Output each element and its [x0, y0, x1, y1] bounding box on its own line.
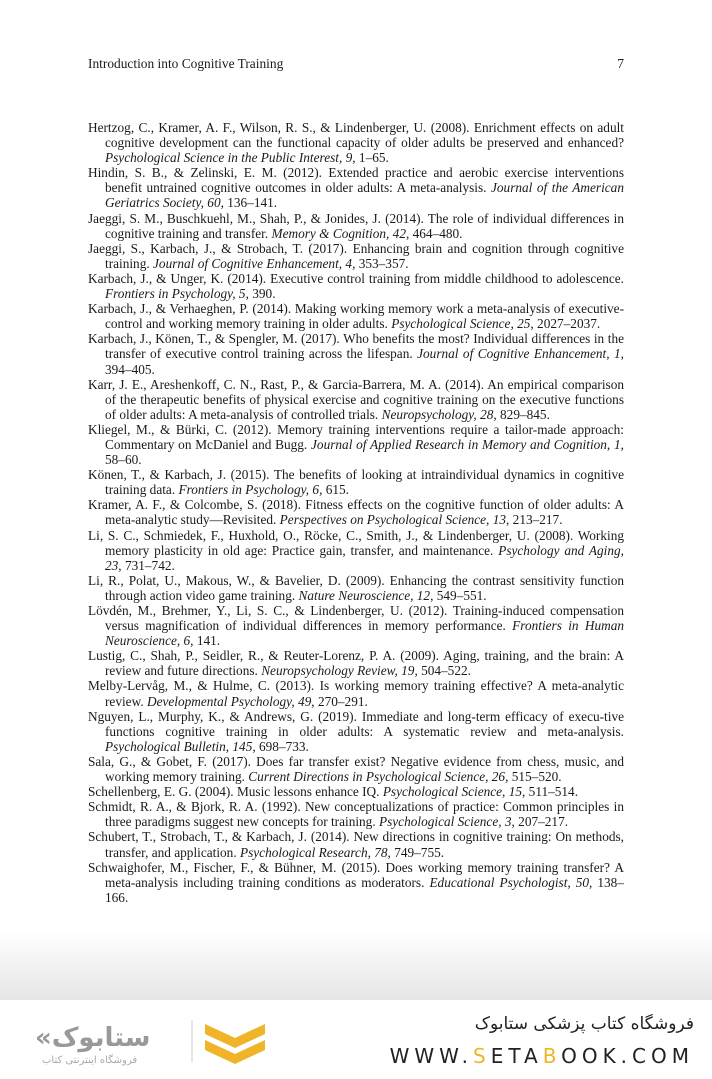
reference-text: Schmidt, R. A., & Bjork, R. A. (1992). New conceptualizations of practice: Common principles in three paradigms suggest new concepts for training.: [88, 799, 624, 830]
reference-text: Li, S. C., Schmiedek, F., Huxhold, O., Röcke, C., Smith, J., & Lindenberger, U. (2008). Working memory plasticity in old age: Practice gain, transfer, and maintenance.: [88, 527, 624, 558]
reference-entry: [88, 422, 624, 467]
page-number: 7: [617, 56, 624, 71]
reference-source: Nature Neuroscience, 12: [298, 587, 431, 603]
reference-source: Perspectives on Psychological Science, 13: [279, 512, 507, 528]
reference-entry: [88, 377, 624, 422]
reference-entry: [88, 331, 624, 376]
reference-pages: , 749–755.: [387, 844, 445, 860]
reference-entry: [88, 211, 624, 241]
reference-source: Psychological Research, 78: [239, 844, 388, 860]
reference-text: Lövdén, M., Brehmer, Y., Li, S. C., & Lindenberger, U. (2012). Training-induced compensation versus magnification of individual differences in memory performance.: [88, 603, 624, 634]
reference-entry: [88, 120, 624, 165]
reference-entry: [88, 497, 624, 527]
reference-pages: , 2027–2037.: [530, 316, 601, 332]
svg-text:فروشگاه اینترنتی کتاب: فروشگاه اینترنتی کتاب: [42, 1055, 138, 1066]
reference-pages: , 464–480.: [405, 225, 463, 241]
reference-text: Hertzog, C., Kramer, A. F., Wilson, R. S., & Lindenberger, U. (2008). Enrichment effects on adult cognitive development can the functional capacity of older adults be preserved and enhanced?: [88, 120, 624, 151]
publisher-footer-banner: [0, 1000, 712, 1079]
reference-text: Sala, G., & Gobet, F. (2017). Does far transfer exist? Negative evidence from chess, music, and working memory training.: [88, 753, 624, 785]
reference-pages: , 138–166.: [105, 874, 624, 905]
reference-pages: , 615.: [319, 482, 349, 498]
reference-text: Melby-Lervåg, M., & Hulme, C. (2013). Is working memory training effective? A meta-analytic review.: [88, 678, 624, 709]
reference-pages: , 731–742.: [118, 557, 175, 573]
reference-entry: [88, 603, 624, 648]
reference-pages: , 136–141.: [220, 195, 278, 211]
reference-source: Psychological Science in the Public Interest, 9: [105, 150, 353, 166]
reference-source: Developmental Psychology, 49: [146, 693, 312, 709]
reference-source: Neuropsychology Review, 19: [261, 663, 415, 679]
reference-text: Jaeggi, S. M., Buschkuehl, M., Shah, P., & Jonides, J. (2014). The role of individual differences in cognitive training and transfer.: [88, 210, 624, 241]
reference-text: Lustig, C., Shah, P., Seidler, R., & Reuter-Lorenz, P. A. (2009). Aging, training, and the brain: A review and future directions.: [88, 648, 624, 679]
reference-pages: , 353–357.: [352, 255, 409, 271]
reference-entry: [88, 573, 624, 603]
reference-pages: , 270–291.: [311, 693, 368, 709]
running-head-title: Introduction into Cognitive Training: [88, 56, 284, 71]
reference-source: Journal of Applied Research in Memory and Cognition, 1: [311, 436, 621, 452]
reference-source: Psychology and Aging, 23: [105, 542, 624, 573]
reference-pages: , 213–217.: [506, 512, 563, 528]
reference-entry: [88, 528, 624, 573]
reference-text: Jaeggi, S., Karbach, J., & Strobach, T. (2017). Enhancing brain and cognition through cognitive training.: [88, 240, 624, 271]
reference-entry: [88, 678, 624, 708]
reference-pages: , 394–405.: [105, 346, 624, 377]
reference-source: Journal of the American Geriatrics Society, 60: [105, 180, 624, 211]
reference-entry: [88, 799, 624, 829]
svg-text:«ستابوک: «ستابوک: [35, 1023, 151, 1053]
store-url[interactable]: WWW.SETABOOK.COM: [389, 1044, 694, 1068]
reference-entry: [88, 784, 624, 799]
reference-pages: , 1–65.: [352, 150, 389, 166]
reference-pages: , 504–522.: [414, 663, 471, 679]
reference-entry: [88, 648, 624, 678]
reference-pages: , 207–217.: [511, 814, 569, 830]
reference-source: Memory & Cognition, 42: [271, 225, 406, 241]
reference-text: Nguyen, L., Murphy, K., & Andrews, G. (2019). Immediate and long-term efficacy of execu-tive functions cognitive training in older adults: A systematic review and meta-analysis.: [88, 708, 624, 739]
reference-pages: , 829–845.: [493, 406, 550, 422]
reference-pages: , 515–520.: [505, 769, 562, 785]
reference-source: Frontiers in Psychology, 5: [105, 286, 246, 302]
reference-source: Journal of Cognitive Enhancement, 4: [153, 255, 353, 271]
reference-entry: [88, 271, 624, 301]
reference-source: Psychological Bulletin, 145: [105, 738, 253, 754]
reference-pages: , 141.: [190, 633, 221, 649]
reference-text: Kramer, A. F., & Colcombe, S. (2018). Fitness effects on the cognitive function of older adults: A meta-analytic study—Revisited.: [88, 497, 624, 528]
reference-list: [88, 120, 624, 905]
reference-entry: [88, 467, 624, 497]
reference-text: Schubert, T., Strobach, T., & Karbach, J. (2014). New directions in cognitive training: On methods, transfer, and application.: [88, 829, 624, 860]
reference-entry: [88, 829, 624, 859]
reference-entry: [88, 860, 624, 905]
reference-pages: , 390.: [245, 286, 276, 302]
reference-source: Psychological Science, 15: [382, 784, 523, 800]
reference-text: Li, R., Polat, U., Makous, W., & Bavelier, D. (2009). Enhancing the contrast sensitivity function through action video game training.: [88, 572, 624, 603]
reference-text: Karbach, J., Könen, T., & Spengler, M. (2017). Who benefits the most? Individual differences in the transfer of executive control training across the lifespan.: [88, 331, 624, 362]
reference-source: Neuropsychology, 28: [381, 406, 494, 422]
reference-text: Schwaighofer, M., Fischer, F., & Bühner, M. (2015). Does working memory training transfer? A meta-analysis including training conditions as moderators.: [88, 859, 624, 890]
reference-text: Karbach, J., & Verhaeghen, P. (2014). Making working memory work a meta-analysis of executive-control and working memory training in older adults.: [88, 301, 624, 332]
reference-pages: , 511–514.: [522, 784, 579, 800]
reference-pages: , 698–733.: [252, 738, 309, 754]
reference-text: Schellenberg, E. G. (2004). Music lessons enhance IQ.: [88, 784, 383, 800]
reference-text: Karbach, J., & Unger, K. (2014). Executive control training from middle childhood to adolescence.: [88, 270, 624, 286]
reference-pages: , 58–60.: [105, 436, 624, 468]
reference-text: Hindin, S. B., & Zelinski, E. M. (2012). Extended practice and aerobic exercise interventions benefit untrained cognitive outcomes in older adults: A meta-analysis.: [88, 165, 624, 196]
reference-source: Frontiers in Psychology, 6: [178, 482, 320, 498]
reference-source: Psychological Science, 3: [378, 814, 512, 830]
store-name: فروشگاه کتاب پزشکی ستابوک: [474, 1014, 694, 1034]
reference-source: Educational Psychologist, 50: [429, 874, 590, 890]
reference-entry: [88, 165, 624, 210]
reference-entry: [88, 241, 624, 271]
reference-text: Könen, T., & Karbach, J. (2015). The benefits of looking at intraindividual dynamics in cognitive training data.: [88, 467, 624, 498]
reference-text: Kliegel, M., & Bürki, C. (2012). Memory training interventions require a tailor-made approach: Commentary on McDaniel and Bugg.: [88, 421, 624, 452]
reference-source: Journal of Cognitive Enhancement, 1: [417, 346, 621, 362]
reference-text: Karr, J. E., Areshenkoff, C. N., Rast, P., & Garcia-Barrera, M. A. (2014). An empirical comparison of the therapeutic benefits of physical exercise and cognitive training on the executive functions of older adults: A meta-analysis of controlled trials.: [88, 376, 624, 422]
running-head: [88, 56, 624, 72]
reference-source: Frontiers in Human Neuroscience, 6: [105, 618, 624, 649]
reference-entry: [88, 709, 624, 754]
reference-entry: [88, 301, 624, 331]
reference-pages: , 549–551.: [430, 587, 487, 603]
reference-source: Current Directions in Psychological Science, 26: [248, 769, 506, 785]
setabook-logo: [30, 1016, 280, 1066]
reference-source: Psychological Science, 25: [391, 316, 531, 332]
reference-entry: [88, 754, 624, 784]
